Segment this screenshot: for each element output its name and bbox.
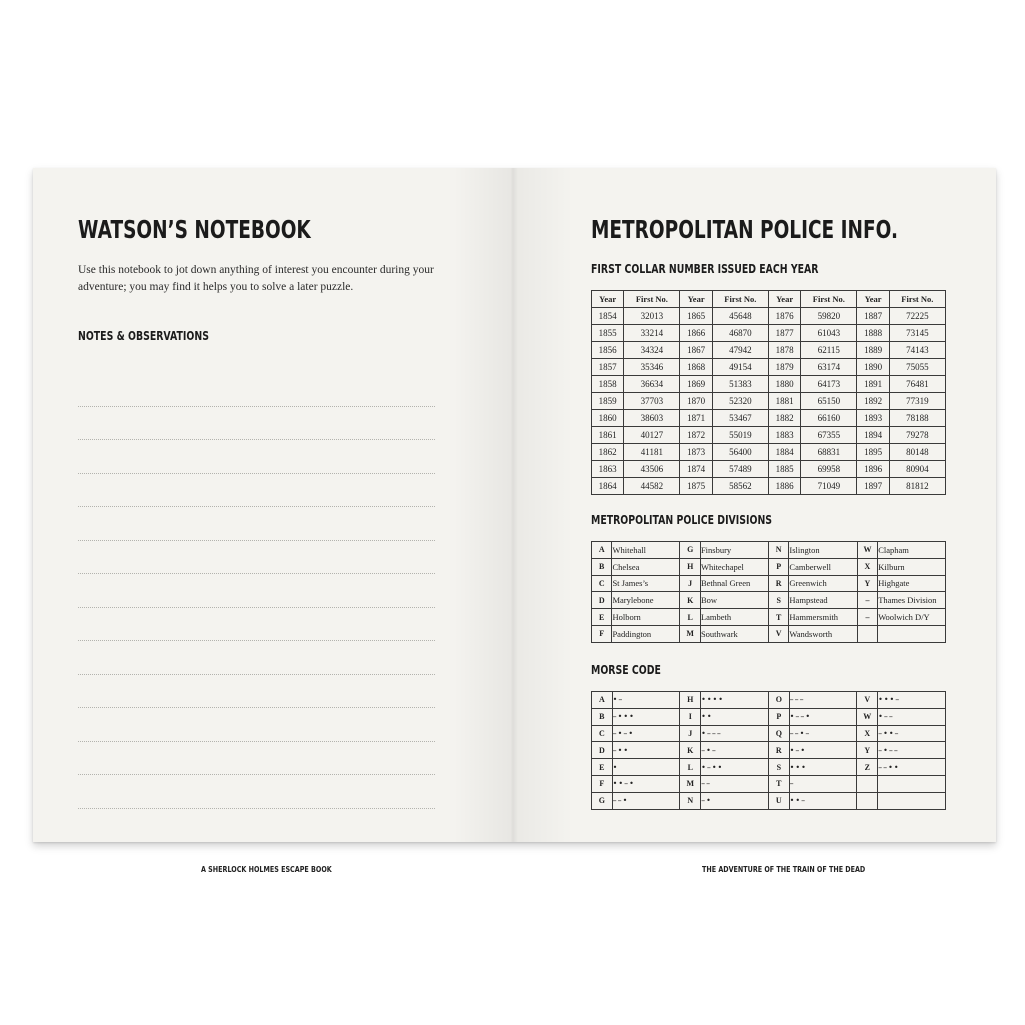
year-cell: 1857 xyxy=(592,359,624,376)
morse-signal-cell xyxy=(878,792,946,809)
division-name-cell: Whitehall xyxy=(612,542,680,559)
letter-cell: X xyxy=(857,725,878,742)
year-cell: 1883 xyxy=(768,427,800,444)
first-number-cell: 72225 xyxy=(889,308,945,325)
year-cell: 1874 xyxy=(680,461,712,478)
note-line[interactable] xyxy=(78,708,435,742)
morse-signal-cell: ––– xyxy=(789,692,857,709)
division-name-cell: Whitechapel xyxy=(700,558,768,575)
division-name-cell: Wandsworth xyxy=(789,625,857,642)
year-cell: 1870 xyxy=(680,393,712,410)
year-cell: 1888 xyxy=(857,325,889,342)
year-cell: 1893 xyxy=(857,410,889,427)
first-number-cell: 56400 xyxy=(712,444,768,461)
first-number-cell: 68831 xyxy=(801,444,857,461)
year-cell: 1896 xyxy=(857,461,889,478)
right-footer: THE ADVENTURE OF THE TRAIN OF THE DEAD xyxy=(702,865,866,874)
first-number-cell: 51383 xyxy=(712,376,768,393)
letter-cell: L xyxy=(680,609,701,626)
note-line[interactable] xyxy=(78,440,435,474)
morse-signal-cell: •– xyxy=(612,692,680,709)
year-cell: 1854 xyxy=(592,308,624,325)
letter-cell: H xyxy=(680,692,701,709)
year-cell: 1863 xyxy=(592,461,624,478)
collar-header-cell: First No. xyxy=(712,291,768,308)
first-number-cell: 80904 xyxy=(889,461,945,478)
left-page-title: WATSON’S NOTEBOOK xyxy=(78,215,311,244)
first-number-cell: 38603 xyxy=(624,410,680,427)
first-number-cell: 33214 xyxy=(624,325,680,342)
first-number-cell: 77319 xyxy=(889,393,945,410)
morse-signal-cell: –•–– xyxy=(878,742,946,759)
first-number-cell: 67355 xyxy=(801,427,857,444)
letter-cell: H xyxy=(680,558,701,575)
note-line[interactable] xyxy=(78,641,435,675)
letter-cell: P xyxy=(768,558,788,575)
year-cell: 1889 xyxy=(857,342,889,359)
morse-signal-cell: – xyxy=(789,775,857,792)
first-number-cell: 63174 xyxy=(801,359,857,376)
letter-cell: J xyxy=(680,575,701,592)
first-number-cell: 45648 xyxy=(712,308,768,325)
letter-cell: W xyxy=(857,708,878,725)
division-name-cell: Finsbury xyxy=(700,542,768,559)
table-row xyxy=(592,575,946,592)
letter-cell xyxy=(857,625,878,642)
division-name-cell: St James’s xyxy=(612,575,680,592)
morse-signal-cell: ••– xyxy=(789,792,857,809)
year-cell: 1872 xyxy=(680,427,712,444)
table-row xyxy=(592,308,946,325)
book-spread xyxy=(33,168,996,842)
first-number-cell: 36634 xyxy=(624,376,680,393)
letter-cell: M xyxy=(680,775,701,792)
morse-signal-cell: •––• xyxy=(789,708,857,725)
year-cell: 1892 xyxy=(857,393,889,410)
letter-cell: S xyxy=(768,592,788,609)
letter-cell: M xyxy=(680,625,701,642)
division-name-cell: Paddington xyxy=(612,625,680,642)
division-name-cell: Bow xyxy=(700,592,768,609)
year-cell: 1875 xyxy=(680,478,712,495)
morse-signal-cell: •–– xyxy=(878,708,946,725)
first-number-cell: 73145 xyxy=(889,325,945,342)
letter-cell: – xyxy=(857,592,878,609)
first-number-cell: 41181 xyxy=(624,444,680,461)
letter-cell: V xyxy=(857,692,878,709)
table-row xyxy=(592,742,946,759)
division-name-cell: Chelsea xyxy=(612,558,680,575)
notes-heading: NOTES & OBSERVATIONS xyxy=(78,329,209,343)
year-cell: 1881 xyxy=(768,393,800,410)
year-cell: 1884 xyxy=(768,444,800,461)
first-number-cell: 69958 xyxy=(801,461,857,478)
morse-signal-cell: ••–• xyxy=(612,775,680,792)
year-cell: 1869 xyxy=(680,376,712,393)
note-line[interactable] xyxy=(78,742,435,776)
table-row xyxy=(592,542,946,559)
table-row xyxy=(592,376,946,393)
letter-cell: F xyxy=(592,775,613,792)
year-cell: 1865 xyxy=(680,308,712,325)
letter-cell: N xyxy=(680,792,701,809)
first-number-cell: 46870 xyxy=(712,325,768,342)
division-name-cell: Greenwich xyxy=(789,575,857,592)
morse-signal-cell: •• xyxy=(701,708,769,725)
letter-cell: Y xyxy=(857,575,878,592)
morse-signal-cell: •••– xyxy=(878,692,946,709)
morse-signal-cell: ––•– xyxy=(789,725,857,742)
note-line[interactable] xyxy=(78,541,435,575)
morse-code-table xyxy=(591,691,946,810)
year-cell: 1886 xyxy=(768,478,800,495)
division-name-cell: Kilburn xyxy=(878,558,946,575)
year-cell: 1867 xyxy=(680,342,712,359)
table-row xyxy=(592,625,946,642)
collar-number-table xyxy=(591,290,946,495)
note-line[interactable] xyxy=(78,775,435,809)
letter-cell: I xyxy=(680,708,701,725)
letter-cell: L xyxy=(680,759,701,776)
first-number-cell: 43506 xyxy=(624,461,680,478)
morse-signal-cell: –– xyxy=(701,775,769,792)
division-name-cell: Bethnal Green xyxy=(700,575,768,592)
division-name-cell xyxy=(878,625,946,642)
table-row xyxy=(592,393,946,410)
letter-cell: C xyxy=(592,725,613,742)
first-number-cell: 71049 xyxy=(801,478,857,495)
first-number-cell: 35346 xyxy=(624,359,680,376)
collar-header-cell: First No. xyxy=(801,291,857,308)
collar-header-cell: Year xyxy=(592,291,624,308)
year-cell: 1880 xyxy=(768,376,800,393)
note-line[interactable] xyxy=(78,474,435,508)
first-number-cell: 58562 xyxy=(712,478,768,495)
year-cell: 1882 xyxy=(768,410,800,427)
division-name-cell: Woolwich D/Y xyxy=(878,609,946,626)
year-cell: 1871 xyxy=(680,410,712,427)
year-cell: 1862 xyxy=(592,444,624,461)
morse-signal-cell xyxy=(878,775,946,792)
letter-cell: X xyxy=(857,558,878,575)
year-cell: 1876 xyxy=(768,308,800,325)
morse-signal-cell: –• xyxy=(701,792,769,809)
division-name-cell: Highgate xyxy=(878,575,946,592)
year-cell: 1877 xyxy=(768,325,800,342)
division-name-cell: Thames Division xyxy=(878,592,946,609)
letter-cell: U xyxy=(768,792,789,809)
year-cell: 1891 xyxy=(857,376,889,393)
letter-cell xyxy=(857,775,878,792)
year-cell: 1894 xyxy=(857,427,889,444)
letter-cell: K xyxy=(680,592,701,609)
letter-cell: E xyxy=(592,609,612,626)
morse-signal-cell: ––• xyxy=(612,792,680,809)
division-name-cell: Hammersmith xyxy=(789,609,857,626)
letter-cell: Q xyxy=(768,725,789,742)
first-number-cell: 34324 xyxy=(624,342,680,359)
note-line[interactable] xyxy=(78,507,435,541)
morse-signal-cell: –••• xyxy=(612,708,680,725)
letter-cell: C xyxy=(592,575,612,592)
year-cell: 1885 xyxy=(768,461,800,478)
morse-signal-cell: –•– xyxy=(701,742,769,759)
year-cell: 1864 xyxy=(592,478,624,495)
first-number-cell: 47942 xyxy=(712,342,768,359)
morse-signal-cell: •–• xyxy=(789,742,857,759)
collar-header-cell: First No. xyxy=(889,291,945,308)
division-name-cell: Holborn xyxy=(612,609,680,626)
collar-header-cell: Year xyxy=(768,291,800,308)
first-number-cell: 37703 xyxy=(624,393,680,410)
morse-heading: MORSE CODE xyxy=(591,663,661,677)
table-row xyxy=(592,444,946,461)
letter-cell: T xyxy=(768,775,789,792)
first-number-cell: 79278 xyxy=(889,427,945,444)
year-cell: 1895 xyxy=(857,444,889,461)
letter-cell: Z xyxy=(857,759,878,776)
morse-signal-cell: –••– xyxy=(878,725,946,742)
table-row xyxy=(592,325,946,342)
year-cell: 1897 xyxy=(857,478,889,495)
first-number-cell: 59820 xyxy=(801,308,857,325)
table-row xyxy=(592,558,946,575)
division-name-cell: Lambeth xyxy=(700,609,768,626)
letter-cell: J xyxy=(680,725,701,742)
table-row xyxy=(592,759,946,776)
table-row xyxy=(592,359,946,376)
collar-header-cell: Year xyxy=(857,291,889,308)
division-name-cell: Southwark xyxy=(700,625,768,642)
letter-cell: R xyxy=(768,742,789,759)
letter-cell: G xyxy=(592,792,613,809)
letter-cell: B xyxy=(592,708,613,725)
letter-cell: Y xyxy=(857,742,878,759)
letter-cell: A xyxy=(592,542,612,559)
note-line[interactable] xyxy=(78,608,435,642)
table-row xyxy=(592,692,946,709)
table-row xyxy=(592,609,946,626)
letter-cell: B xyxy=(592,558,612,575)
letter-cell: D xyxy=(592,592,612,609)
letter-cell: A xyxy=(592,692,613,709)
first-number-cell: 40127 xyxy=(624,427,680,444)
right-page-title: METROPOLITAN POLICE INFO. xyxy=(591,215,898,244)
morse-signal-cell: •–•• xyxy=(701,759,769,776)
divisions-heading: METROPOLITAN POLICE DIVISIONS xyxy=(591,513,773,527)
table-row xyxy=(592,592,946,609)
letter-cell: S xyxy=(768,759,789,776)
left-footer: A SHERLOCK HOLMES ESCAPE BOOK xyxy=(201,865,332,874)
year-cell: 1856 xyxy=(592,342,624,359)
first-number-cell: 44582 xyxy=(624,478,680,495)
first-number-cell: 61043 xyxy=(801,325,857,342)
note-line[interactable] xyxy=(78,675,435,709)
letter-cell: R xyxy=(768,575,788,592)
year-cell: 1860 xyxy=(592,410,624,427)
letter-cell: E xyxy=(592,759,613,776)
first-number-cell: 75055 xyxy=(889,359,945,376)
police-divisions-table xyxy=(591,541,946,643)
morse-signal-cell: •••• xyxy=(701,692,769,709)
first-number-cell: 66160 xyxy=(801,410,857,427)
table-row xyxy=(592,410,946,427)
table-row xyxy=(592,478,946,495)
first-number-cell: 49154 xyxy=(712,359,768,376)
division-name-cell: Camberwell xyxy=(789,558,857,575)
letter-cell: T xyxy=(768,609,788,626)
collar-header-cell: Year xyxy=(680,291,712,308)
division-name-cell: Islington xyxy=(789,542,857,559)
letter-cell: D xyxy=(592,742,613,759)
notebook-intro: Use this notebook to jot down anything of interest you encounter during your adventure; you may find it helps you to solve a later puzzle. xyxy=(78,264,434,293)
collar-header-row xyxy=(592,291,946,308)
year-cell: 1878 xyxy=(768,342,800,359)
year-cell: 1858 xyxy=(592,376,624,393)
first-number-cell: 64173 xyxy=(801,376,857,393)
first-number-cell: 81812 xyxy=(889,478,945,495)
note-line[interactable] xyxy=(78,373,435,407)
morse-signal-cell: ––•• xyxy=(878,759,946,776)
year-cell: 1873 xyxy=(680,444,712,461)
collar-heading: FIRST COLLAR NUMBER ISSUED EACH YEAR xyxy=(591,262,819,276)
table-row xyxy=(592,792,946,809)
letter-cell: K xyxy=(680,742,701,759)
division-name-cell: Clapham xyxy=(878,542,946,559)
division-name-cell: Hampstead xyxy=(789,592,857,609)
first-number-cell: 76481 xyxy=(889,376,945,393)
year-cell: 1879 xyxy=(768,359,800,376)
first-number-cell: 78188 xyxy=(889,410,945,427)
morse-signal-cell: • xyxy=(612,759,680,776)
letter-cell: N xyxy=(768,542,788,559)
year-cell: 1859 xyxy=(592,393,624,410)
morse-signal-cell: ••• xyxy=(789,759,857,776)
book-gutter xyxy=(453,168,573,842)
table-row xyxy=(592,725,946,742)
notes-lines xyxy=(78,373,435,809)
morse-signal-cell: –•–• xyxy=(612,725,680,742)
letter-cell: F xyxy=(592,625,612,642)
first-number-cell: 62115 xyxy=(801,342,857,359)
year-cell: 1887 xyxy=(857,308,889,325)
letter-cell: P xyxy=(768,708,789,725)
year-cell: 1868 xyxy=(680,359,712,376)
year-cell: 1890 xyxy=(857,359,889,376)
morse-signal-cell: –•• xyxy=(612,742,680,759)
first-number-cell: 74143 xyxy=(889,342,945,359)
letter-cell: O xyxy=(768,692,789,709)
letter-cell xyxy=(857,792,878,809)
morse-signal-cell: •––– xyxy=(701,725,769,742)
table-row xyxy=(592,775,946,792)
year-cell: 1861 xyxy=(592,427,624,444)
first-number-cell: 32013 xyxy=(624,308,680,325)
letter-cell: W xyxy=(857,542,878,559)
year-cell: 1855 xyxy=(592,325,624,342)
first-number-cell: 57489 xyxy=(712,461,768,478)
note-line[interactable] xyxy=(78,407,435,441)
first-number-cell: 52320 xyxy=(712,393,768,410)
table-row xyxy=(592,461,946,478)
first-number-cell: 53467 xyxy=(712,410,768,427)
first-number-cell: 55019 xyxy=(712,427,768,444)
letter-cell: – xyxy=(857,609,878,626)
first-number-cell: 80148 xyxy=(889,444,945,461)
year-cell: 1866 xyxy=(680,325,712,342)
table-row xyxy=(592,427,946,444)
table-row xyxy=(592,342,946,359)
first-number-cell: 65150 xyxy=(801,393,857,410)
note-line[interactable] xyxy=(78,574,435,608)
table-row xyxy=(592,708,946,725)
letter-cell: V xyxy=(768,625,788,642)
collar-header-cell: First No. xyxy=(624,291,680,308)
division-name-cell: Marylebone xyxy=(612,592,680,609)
letter-cell: G xyxy=(680,542,701,559)
